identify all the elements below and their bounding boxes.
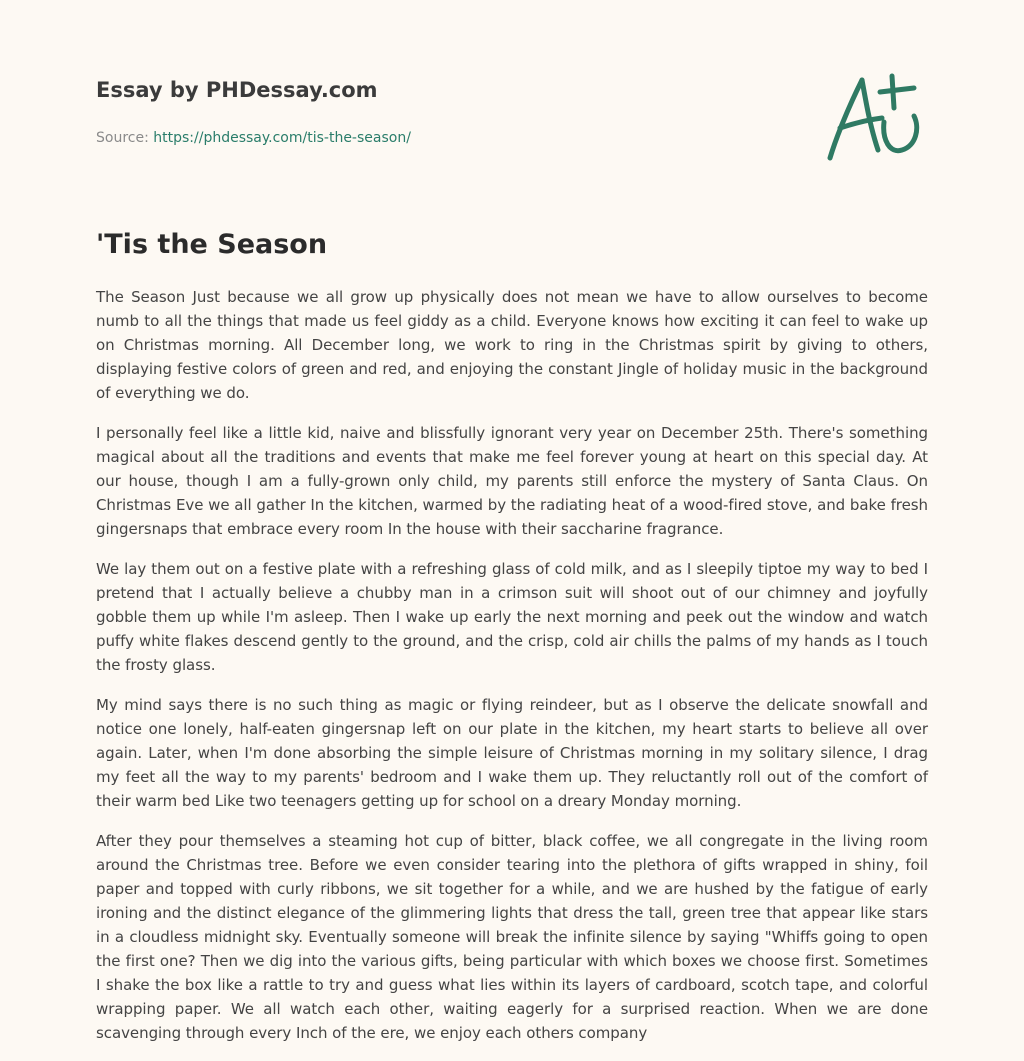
brand-title: Essay by PHDessay.com: [96, 78, 378, 102]
essay-paragraph: I personally feel like a little kid, naive and blissfully ignorant very year on December 25th. There's something magical about all the traditions and events that make me feel forever young at heart on this special day. At our house, though I am a fully-grown only child, my parents still enforce the mystery of Santa Claus. On Christmas Eve we all gather In the kitchen, warmed by the radiating heat of a wood-fired stove, and bake fresh gingersnaps that embrace every room In the house with their saccharine fragrance.: [96, 424, 928, 538]
a-plus-grade-icon: [822, 68, 926, 164]
essay-title: 'Tis the Season: [96, 229, 328, 260]
essay-paragraph: The Season Just because we all grow up physically does not mean we have to allow ourselves to become numb to all the things that made us feel giddy as a child. Everyone knows how exciting it can feel to wake up on Christmas morning. All December long, we work to ring in the Christmas spirit by giving to others, displaying festive colors of green and red, and enjoying the constant Jingle of holiday music in the background of everything we do.: [96, 288, 928, 402]
source-line: [96, 128, 928, 148]
essay-paragraph: My mind says there is no such thing as magic or flying reindeer, but as I observe the delicate snowfall and notice one lonely, half-eaten gingersnap left on our plate in the kitchen, my heart starts to believe all over again. Later, when I'm done absorbing the simple leisure of Christmas morning in my solitary silence, I drag my feet all the way to my parents' bedroom and I wake them up. They reluctantly roll out of the comfort of their warm bed Like two teenagers getting up for school on a dreary Monday morning.: [96, 696, 928, 810]
essay-paragraph: We lay them out on a festive plate with a refreshing glass of cold milk, and as I sleepily tiptoe my way to bed I pretend that I actually believe a chubby man in a crimson suit will shoot out of our chimney and joyfully gobble them up while I'm asleep. Then I wake up early the next morning and peek out the window and watch puffy white flakes descend gently to the ground, and the crisp, cold air chills the palms of my hands as I touch the frosty glass.: [96, 560, 928, 674]
essay-header: [96, 76, 928, 148]
essay-body: [96, 285, 928, 1061]
essay-paragraph: After they pour themselves a steaming hot cup of bitter, black coffee, we all congregate in the living room around the Christmas tree. Before we even consider tearing into the plethora of gifts wrapped in shiny, foil paper and topped with curly ribbons, we sit together for a while, and we are hushed by the fatigue of early ironing and the distinct elegance of the glimmering lights that dress the tall, green tree that appear like stars in a cloudless midnight sky. Eventually someone will break the infinite silence by saying "Whiffs going to open the first one? Then we dig into the various gifts, being particular with which boxes we choose first. Sometimes I shake the box like a rattle to try and guess what lies within its layers of cardboard, scotch tape, and colorful wrapping paper. We all watch each other, waiting eagerly for a surprised reaction. When we are done scavenging through every Inch of the ere, we enjoy each others company: [96, 832, 928, 1042]
source-label: Source:: [96, 130, 149, 146]
source-link[interactable]: https://phdessay.com/tis-the-season/: [153, 130, 411, 146]
